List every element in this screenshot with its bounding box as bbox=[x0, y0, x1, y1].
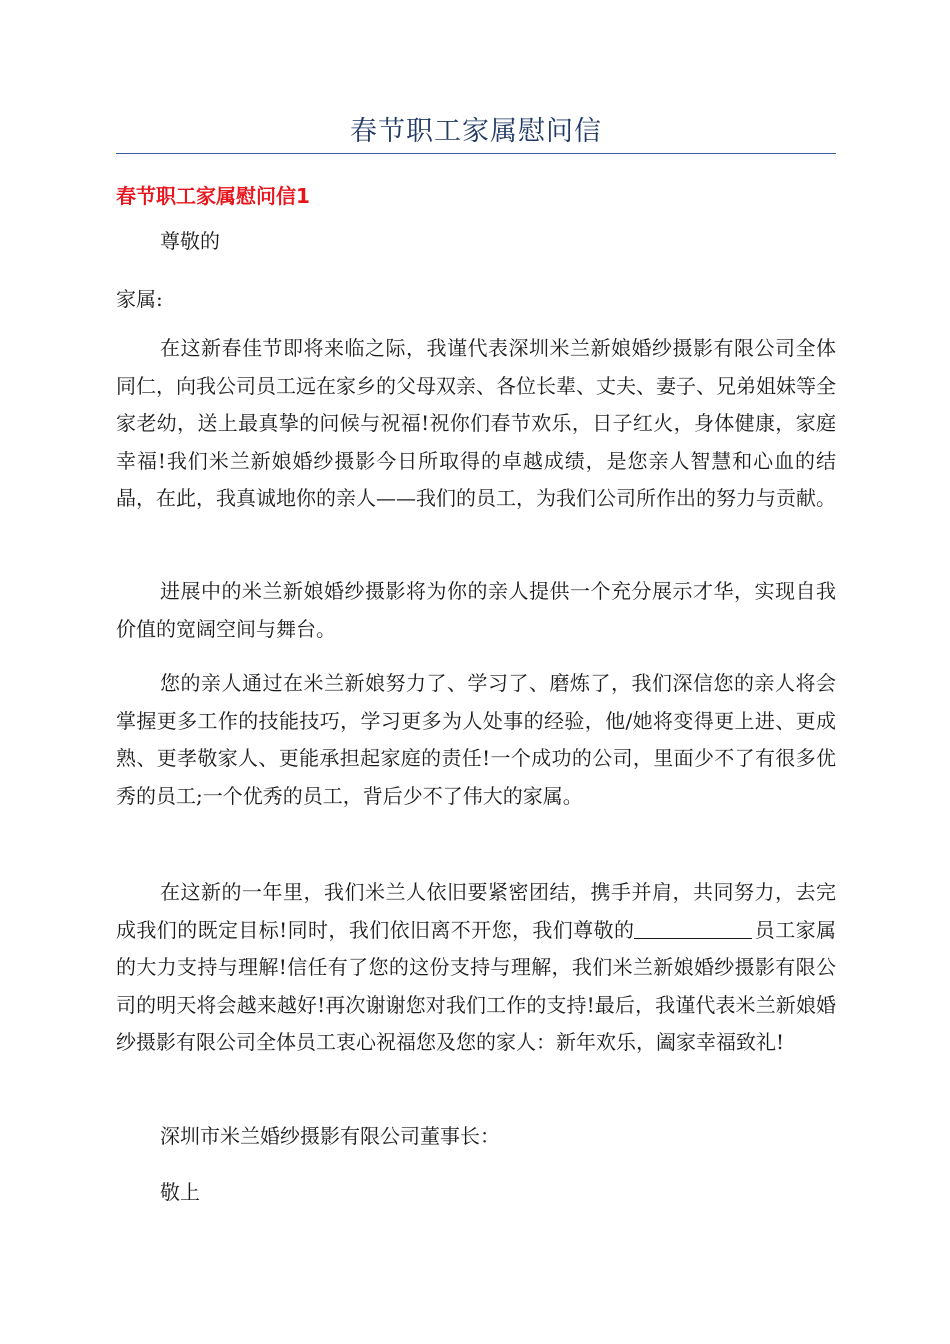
document-title: 春节职工家属慰问信 bbox=[350, 116, 602, 147]
paragraph-3: 您的亲人通过在米兰新娘努力了、学习了、磨炼了，我们深信您的亲人将会掌握更多工作的技能技巧，学习更多为人处事的经验，他/她将变得更上进、更成熟、更孝敬家人、更能承担起家庭的责任!一个成功的公司，里面少不了有很多优秀的员工;一个优秀的员工，背后少不了伟大的家属。 bbox=[116, 671, 836, 808]
paragraph-4-part-1: 在这新的一年里，我们米兰人依旧要紧密团结，携手并肩，共同努力，去完成我们的既定目标!同时，我们依旧离不开您，我们尊敬的 bbox=[116, 880, 836, 942]
title-underline bbox=[116, 153, 836, 154]
closing-line: 敬上 bbox=[160, 1180, 200, 1204]
paragraph-4 bbox=[116, 874, 836, 1062]
signature-line: 深圳市米兰婚纱摄影有限公司董事长： bbox=[160, 1124, 500, 1148]
paragraph-2: 进展中的米兰新娘婚纱摄影将为你的亲人提供一个充分展示才华，实现自我价值的宽阔空间与舞台。 bbox=[116, 579, 836, 641]
salutation-line-2: 家属: bbox=[116, 287, 163, 311]
salutation-line-1: 尊敬的 bbox=[160, 229, 220, 253]
section-heading: 春节职工家属慰问信1 bbox=[116, 184, 310, 208]
paragraph-4-part-2: 员工家属的大力支持与理解!信任有了您的这份支持与理解，我们米兰新娘婚纱摄影有限公司的明天将会越来越好!再次谢谢您对我们工作的支持!最后，我谨代表米兰新娘婚纱摄影有限公司全体员工衷心祝福您及您的家人：新年欢乐，阖家幸福致礼! bbox=[116, 917, 836, 1054]
paragraph-1: 在这新春佳节即将来临之际，我谨代表深圳米兰新娘婚纱摄影有限公司全体同仁，向我公司员工远在家乡的父母双亲、各位长辈、丈夫、妻子、兄弟姐妹等全家老幼，送上最真挚的问候与祝福!祝你们春节欢乐，日子红火，身体健康，家庭幸福!我们米兰新娘婚纱摄影今日所取得的卓越成绩，是您亲人智慧和心血的结晶，在此，我真诚地你的亲人——我们的员工，为我们公司所作出的努力与贡献。 bbox=[116, 336, 836, 510]
fill-in-blank bbox=[634, 918, 752, 939]
